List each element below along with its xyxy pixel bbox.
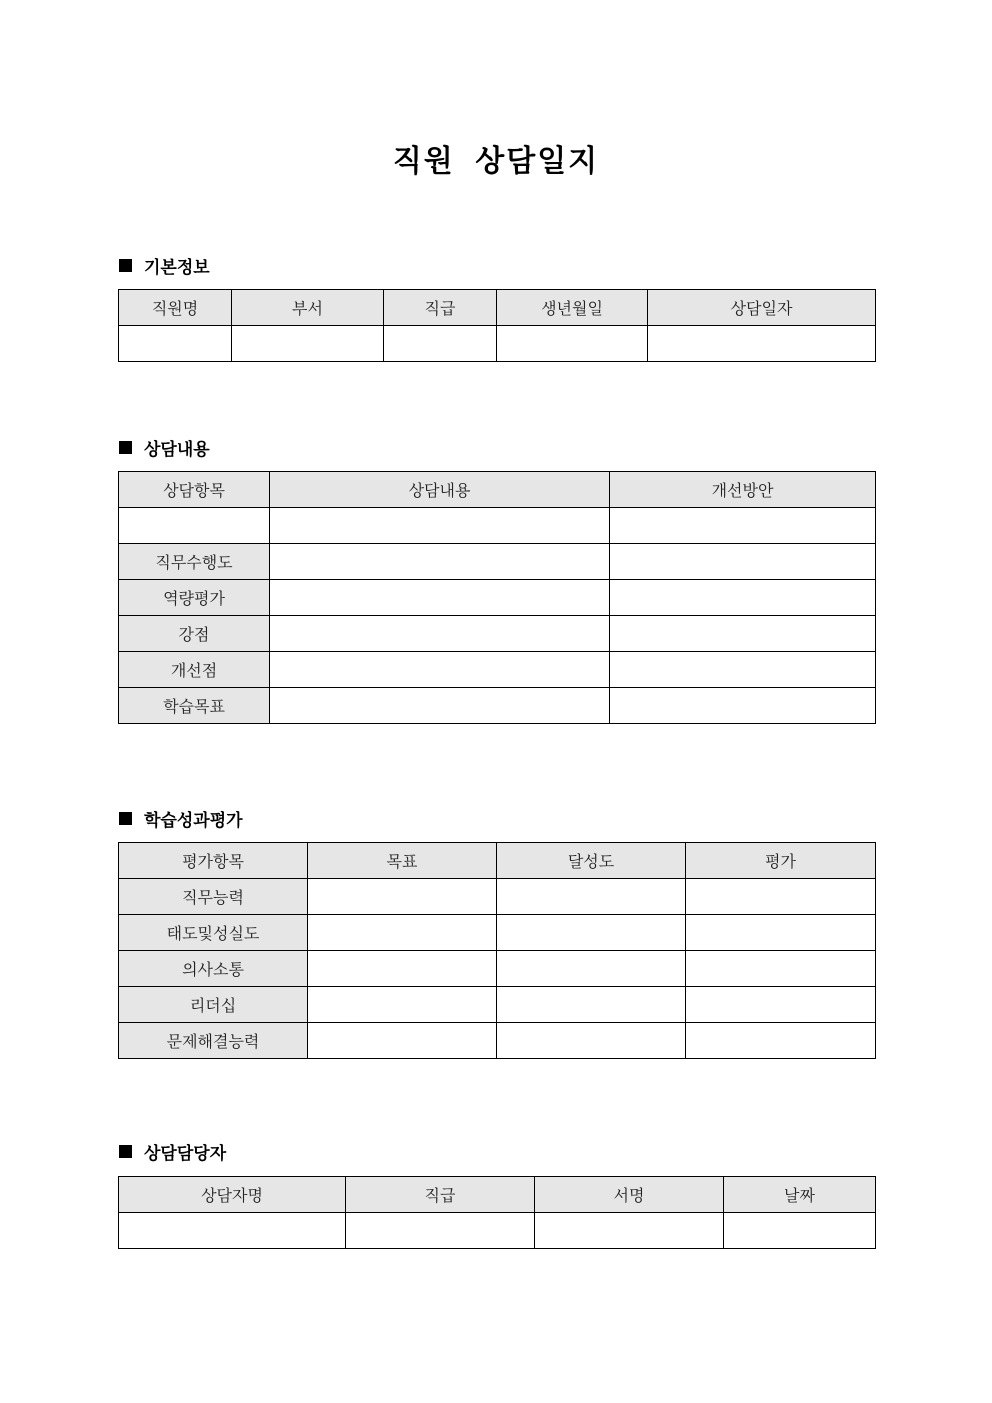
header-cell: 달성도 [497, 843, 686, 879]
input-cell[interactable] [610, 616, 876, 652]
input-cell[interactable] [610, 508, 876, 544]
input-cell[interactable] [648, 326, 876, 362]
input-cell[interactable] [497, 1023, 686, 1059]
header-row [119, 472, 876, 508]
header-cell: 상담내용 [270, 472, 610, 508]
input-cell[interactable] [308, 951, 497, 987]
row-label-cell: 직무능력 [119, 879, 308, 915]
input-cell[interactable] [119, 326, 232, 362]
input-cell[interactable] [497, 879, 686, 915]
learning-table [118, 842, 876, 1059]
input-cell[interactable] [232, 326, 384, 362]
input-cell[interactable] [308, 1023, 497, 1059]
header-row [119, 1177, 876, 1213]
input-cell[interactable] [497, 915, 686, 951]
input-cell[interactable] [535, 1213, 724, 1249]
row-label-cell: 역량평가 [119, 580, 270, 616]
counselor-table [118, 1176, 876, 1249]
table-row [119, 987, 876, 1023]
header-cell: 상담항목 [119, 472, 270, 508]
input-cell[interactable] [497, 951, 686, 987]
basic-info-table [118, 289, 876, 362]
input-cell[interactable] [610, 580, 876, 616]
row-label-cell: 강점 [119, 616, 270, 652]
table-row [119, 580, 876, 616]
row-label-cell: 문제해결능력 [119, 1023, 308, 1059]
table-row [119, 544, 876, 580]
section-label: 학습성과평가 [144, 810, 243, 831]
header-cell: 직급 [346, 1177, 535, 1213]
input-cell[interactable] [610, 652, 876, 688]
square-bullet-icon [119, 441, 132, 454]
input-cell[interactable] [497, 987, 686, 1023]
input-cell[interactable] [308, 915, 497, 951]
header-cell: 직원명 [119, 290, 232, 326]
input-cell[interactable] [686, 1023, 876, 1059]
header-cell: 부서 [232, 290, 384, 326]
input-cell[interactable] [686, 915, 876, 951]
input-cell[interactable] [308, 879, 497, 915]
table-row [119, 879, 876, 915]
section-learning-title [119, 807, 243, 829]
document-title: 직원 상담일지 [392, 144, 600, 179]
input-cell[interactable] [610, 688, 876, 724]
section-label: 기본정보 [144, 257, 210, 278]
input-cell[interactable] [270, 652, 610, 688]
section-label: 상담내용 [144, 439, 210, 460]
header-cell: 평가 [686, 843, 876, 879]
section-counseling-title [119, 436, 210, 458]
table-row [119, 616, 876, 652]
input-cell[interactable] [497, 326, 648, 362]
header-cell: 개선방안 [610, 472, 876, 508]
header-cell: 평가항목 [119, 843, 308, 879]
section-basic-info-title [119, 254, 210, 276]
input-cell[interactable] [270, 688, 610, 724]
table-row [119, 326, 876, 362]
row-label-cell: 의사소통 [119, 951, 308, 987]
input-cell[interactable] [119, 1213, 346, 1249]
input-cell[interactable] [270, 580, 610, 616]
header-cell: 상담자명 [119, 1177, 346, 1213]
input-cell[interactable] [686, 951, 876, 987]
row-label-cell: 태도및성실도 [119, 915, 308, 951]
row-label-cell[interactable] [119, 508, 270, 544]
counseling-table [118, 471, 876, 724]
section-label: 상담담당자 [144, 1143, 227, 1164]
row-label-cell: 학습목표 [119, 688, 270, 724]
row-label-cell: 직무수행도 [119, 544, 270, 580]
square-bullet-icon [119, 1145, 132, 1158]
header-cell: 날짜 [724, 1177, 876, 1213]
square-bullet-icon [119, 812, 132, 825]
input-cell[interactable] [686, 987, 876, 1023]
table-row [119, 508, 876, 544]
header-cell: 목표 [308, 843, 497, 879]
header-cell: 서명 [535, 1177, 724, 1213]
input-cell[interactable] [724, 1213, 876, 1249]
table-row [119, 915, 876, 951]
header-row [119, 290, 876, 326]
input-cell[interactable] [308, 987, 497, 1023]
row-label-cell: 리더십 [119, 987, 308, 1023]
table-row [119, 1213, 876, 1249]
section-counselor-title [119, 1140, 226, 1162]
header-cell: 직급 [384, 290, 497, 326]
input-cell[interactable] [610, 544, 876, 580]
input-cell[interactable] [270, 544, 610, 580]
header-cell: 상담일자 [648, 290, 876, 326]
square-bullet-icon [119, 259, 132, 272]
input-cell[interactable] [346, 1213, 535, 1249]
header-row [119, 843, 876, 879]
table-row [119, 652, 876, 688]
input-cell[interactable] [686, 879, 876, 915]
table-row [119, 951, 876, 987]
table-row [119, 688, 876, 724]
table-row [119, 1023, 876, 1059]
input-cell[interactable] [384, 326, 497, 362]
input-cell[interactable] [270, 616, 610, 652]
input-cell[interactable] [270, 508, 610, 544]
row-label-cell: 개선점 [119, 652, 270, 688]
header-cell: 생년월일 [497, 290, 648, 326]
